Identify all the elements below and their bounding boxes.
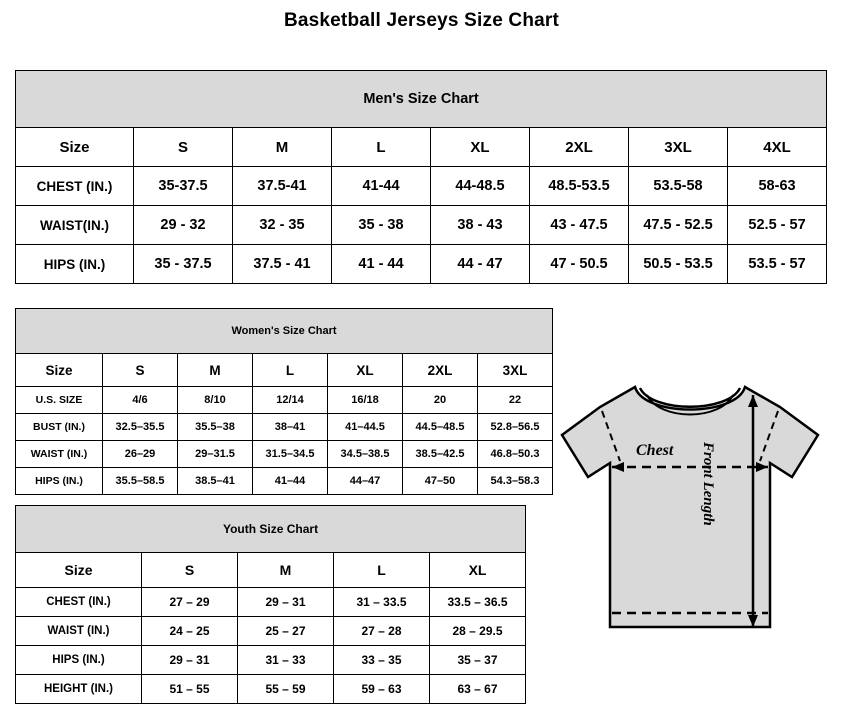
womens-col-header: S [103,354,178,387]
womens-row-label: BUST (IN.) [16,414,103,441]
womens-cell: 35.5–58.5 [103,468,178,495]
mens-cell: 37.5-41 [233,167,332,206]
womens-cell: 35.5–38 [178,414,253,441]
youth-cell: 27 – 28 [334,617,430,646]
mens-cell: 38 - 43 [431,206,530,245]
mens-col-header: XL [431,128,530,167]
womens-cell: 46.8–50.3 [478,441,553,468]
chest-label: Chest [636,442,674,459]
mens-cell: 47.5 - 52.5 [629,206,728,245]
youth-col-header: XL [430,553,526,588]
youth-col-header: S [142,553,238,588]
table-row [16,617,526,646]
youth-cell: 51 – 55 [142,675,238,704]
youth-cell: 55 – 59 [238,675,334,704]
mens-cell: 47 - 50.5 [530,245,629,284]
youth-cell: 28 – 29.5 [430,617,526,646]
womens-table-caption: Women's Size Chart [16,309,553,354]
table-row [16,588,526,617]
mens-cell: 41 - 44 [332,245,431,284]
mens-col-header: S [134,128,233,167]
mens-cell: 35 - 38 [332,206,431,245]
table-row [16,646,526,675]
mens-row-label: CHEST (IN.) [16,167,134,206]
youth-table-caption: Youth Size Chart [16,506,526,553]
youth-cell: 29 – 31 [142,646,238,675]
womens-row-label: HIPS (IN.) [16,468,103,495]
womens-cell: 12/14 [253,387,328,414]
youth-cell: 63 – 67 [430,675,526,704]
shirt-outline [562,387,818,627]
womens-cell: 26–29 [103,441,178,468]
table-row [16,468,553,495]
womens-cell: 34.5–38.5 [328,441,403,468]
youth-cell: 31 – 33.5 [334,588,430,617]
table-row [16,245,827,284]
youth-cell: 31 – 33 [238,646,334,675]
youth-header-row [16,553,526,588]
youth-col-header: Size [16,553,142,588]
womens-cell: 44.5–48.5 [403,414,478,441]
mens-cell: 32 - 35 [233,206,332,245]
womens-row-label: U.S. SIZE [16,387,103,414]
youth-cell: 33 – 35 [334,646,430,675]
womens-header-row [16,354,553,387]
table-row [16,414,553,441]
womens-col-header: L [253,354,328,387]
front-length-label: Front Length [700,442,716,526]
mens-col-header: 2XL [530,128,629,167]
womens-col-header: 3XL [478,354,553,387]
womens-col-header: Size [16,354,103,387]
womens-cell: 38.5–41 [178,468,253,495]
womens-cell: 29–31.5 [178,441,253,468]
youth-row-label: HIPS (IN.) [16,646,142,675]
youth-row-label: CHEST (IN.) [16,588,142,617]
table-row [16,206,827,245]
mens-cell: 44 - 47 [431,245,530,284]
womens-cell: 44–47 [328,468,403,495]
womens-cell: 4/6 [103,387,178,414]
womens-cell: 47–50 [403,468,478,495]
mens-cell: 43 - 47.5 [530,206,629,245]
youth-size-chart-table [15,505,526,704]
mens-cell: 35 - 37.5 [134,245,233,284]
youth-cell: 59 – 63 [334,675,430,704]
youth-cell: 33.5 – 36.5 [430,588,526,617]
youth-cell: 29 – 31 [238,588,334,617]
womens-cell: 52.8–56.5 [478,414,553,441]
womens-cell: 22 [478,387,553,414]
mens-row-label: WAIST(IN.) [16,206,134,245]
mens-size-chart-table [15,70,827,284]
mens-col-header: L [332,128,431,167]
womens-cell: 41–44.5 [328,414,403,441]
mens-table-caption: Men's Size Chart [16,71,827,128]
youth-cell: 25 – 27 [238,617,334,646]
womens-cell: 38–41 [253,414,328,441]
mens-cell: 52.5 - 57 [728,206,827,245]
mens-cell: 35-37.5 [134,167,233,206]
page-title: Basketball Jerseys Size Chart [283,10,560,31]
womens-cell: 8/10 [178,387,253,414]
mens-cell: 29 - 32 [134,206,233,245]
mens-cell: 44-48.5 [431,167,530,206]
womens-cell: 16/18 [328,387,403,414]
womens-col-header: M [178,354,253,387]
womens-row-label: WAIST (IN.) [16,441,103,468]
mens-cell: 37.5 - 41 [233,245,332,284]
youth-row-label: HEIGHT (IN.) [16,675,142,704]
youth-row-label: WAIST (IN.) [16,617,142,646]
womens-cell: 31.5–34.5 [253,441,328,468]
youth-col-header: M [238,553,334,588]
mens-cell: 41-44 [332,167,431,206]
table-row [16,387,553,414]
womens-cell: 41–44 [253,468,328,495]
mens-cell: 50.5 - 53.5 [629,245,728,284]
mens-cell: 53.5-58 [629,167,728,206]
womens-col-header: 2XL [403,354,478,387]
table-row [16,167,827,206]
womens-col-header: XL [328,354,403,387]
mens-row-label: HIPS (IN.) [16,245,134,284]
youth-cell: 27 – 29 [142,588,238,617]
womens-cell: 20 [403,387,478,414]
youth-cell: 24 – 25 [142,617,238,646]
mens-col-header: 3XL [629,128,728,167]
womens-cell: 38.5–42.5 [403,441,478,468]
mens-col-header: M [233,128,332,167]
table-row [16,441,553,468]
jersey-measurement-diagram [540,365,840,665]
youth-cell: 35 – 37 [430,646,526,675]
mens-col-header: Size [16,128,134,167]
mens-cell: 48.5-53.5 [530,167,629,206]
mens-header-row [16,128,827,167]
mens-col-header: 4XL [728,128,827,167]
womens-size-chart-table [15,308,553,495]
womens-cell: 54.3–58.3 [478,468,553,495]
womens-cell: 32.5–35.5 [103,414,178,441]
youth-col-header: L [334,553,430,588]
mens-cell: 53.5 - 57 [728,245,827,284]
mens-cell: 58-63 [728,167,827,206]
